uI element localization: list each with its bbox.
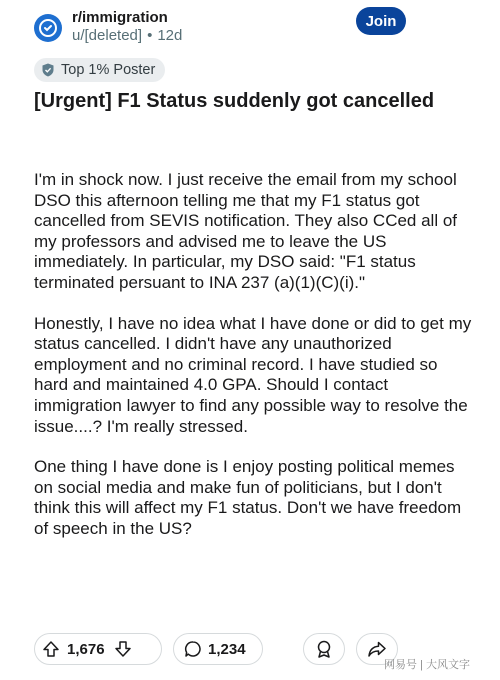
downvote-arrow-icon[interactable] bbox=[107, 634, 139, 664]
watermark: 网易号 | 大风文字 bbox=[384, 659, 470, 671]
user-flair bbox=[34, 58, 165, 82]
post-paragraph: Honestly, I have no idea what I have done or did to get my status cancelled. I didn't have any unauthorized employment and no criminal record. I have studied so hard and maintained 4.0 GPA. Should I contact immigration lawyer to find any possible way to resolve the issue....? I'm really stressed. bbox=[34, 313, 472, 436]
author-name[interactable]: u/[deleted] bbox=[72, 27, 143, 44]
shield-badge-icon bbox=[40, 62, 56, 78]
flair-label: Top 1% Poster bbox=[61, 62, 156, 78]
join-button[interactable]: Join bbox=[356, 7, 406, 35]
post-title: [Urgent] F1 Status suddenly got cancelled bbox=[34, 90, 435, 112]
comments-button[interactable] bbox=[173, 633, 263, 665]
meta-separator: • bbox=[147, 27, 153, 44]
post-meta bbox=[72, 27, 182, 44]
award-icon bbox=[314, 639, 334, 659]
post-body bbox=[34, 170, 474, 560]
subreddit-name[interactable]: r/immigration bbox=[72, 9, 168, 26]
subreddit-globe-icon bbox=[37, 17, 59, 39]
subreddit-avatar[interactable] bbox=[34, 14, 62, 42]
upvote-arrow-icon[interactable] bbox=[35, 634, 67, 664]
vote-score: 1,676 bbox=[67, 640, 105, 658]
award-button[interactable] bbox=[303, 633, 345, 665]
vote-bar bbox=[34, 633, 162, 665]
comment-bubble-icon bbox=[184, 640, 202, 658]
post-paragraph: One thing I have done is I enjoy posting political memes on social media and make fun of politicians, but I don't think this will affect my F1 status. Don't we have freedom of speech in the US? bbox=[34, 457, 462, 538]
post-paragraph: I'm in shock now. I just receive the email from my school DSO this afternoon telling me that my F1 status got cancelled from SEVIS notification. They also CCed all of my professors and advised me to leave the US immediately. In particular, my DSO said: "F1 status terminated persuant to INA 237 (a)(1)(C)(i)." bbox=[34, 170, 458, 292]
comment-count: 1,234 bbox=[208, 640, 246, 658]
post-age: 12d bbox=[157, 27, 183, 44]
